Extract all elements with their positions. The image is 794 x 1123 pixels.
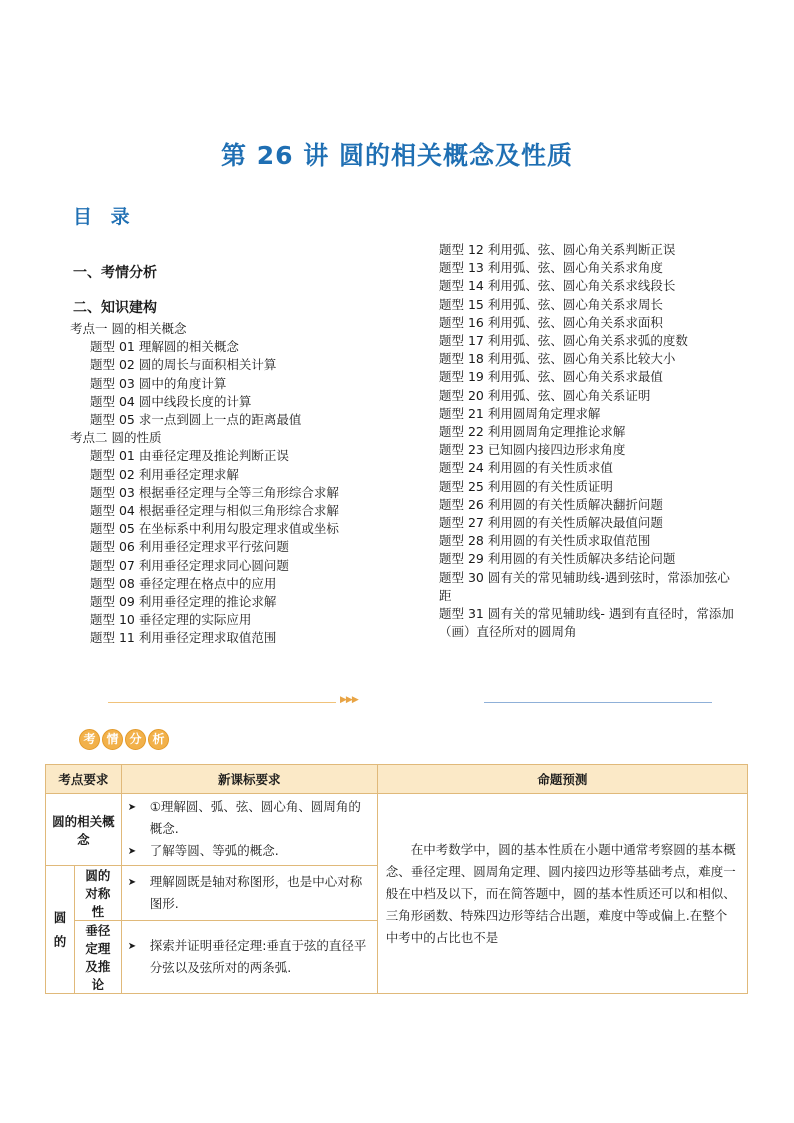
toc-item-label: 垂径定理在格点中的应用	[138, 575, 277, 591]
toc-item-label: 求一点到圆上一点的距离最值	[138, 412, 302, 428]
toc-item-label: 利用圆的有关性质求取值范围	[487, 533, 651, 549]
toc-item-number: 题型 22	[439, 424, 484, 440]
toc-item-number: 题型 18	[439, 351, 484, 367]
toc-item-number: 题型 27	[439, 515, 484, 531]
toc-tixing-item[interactable]	[439, 332, 739, 350]
toc-item-number: 题型 02	[90, 357, 135, 373]
exam-analysis-table	[45, 764, 748, 994]
toc-item-label: 利用垂径定理求同心圆问题	[138, 557, 289, 573]
group-label-char: 圆	[53, 909, 67, 925]
toc-item-number: 题型 31	[439, 606, 484, 622]
toc-item-number: 题型 04	[90, 393, 135, 409]
header-requirement: 新课标要求	[121, 765, 377, 794]
toc-left-column	[70, 320, 410, 648]
badge-char: 情	[102, 729, 123, 750]
toc-item-number: 题型 14	[439, 278, 484, 294]
toc-item-label: 根据垂径定理与相似三角形综合求解	[138, 503, 339, 519]
toc-item-number: 题型 11	[90, 630, 135, 646]
toc-tixing-item[interactable]	[70, 593, 410, 611]
toc-item-number: 题型 24	[439, 460, 484, 476]
group-label-cell	[46, 866, 75, 994]
requirement-text: 了解等圆、等弧的概念.	[149, 843, 279, 858]
toc-item-label: 利用弧、弦、圆心角关系比较大小	[487, 351, 676, 367]
toc-item-number: 题型 06	[90, 539, 135, 555]
toc-heading: 目 录	[73, 206, 136, 228]
toc-item-label: 由垂径定理及推论判断正误	[138, 448, 289, 464]
toc-item-number: 题型 02	[90, 466, 135, 482]
toc-item-label: 利用弧、弦、圆心角关系求弧的度数	[487, 333, 688, 349]
requirement-text: 理解圆既是轴对称图形，也是中心对称图形.	[149, 874, 363, 911]
toc-tixing-item[interactable]	[70, 447, 410, 465]
toc-item-number: 题型 17	[439, 333, 484, 349]
toc-tixing-item[interactable]	[70, 502, 410, 520]
toc-item-number: 题型 28	[439, 533, 484, 549]
toc-item-label: 圆的周长与面积相关计算	[138, 357, 277, 373]
badge-char: 析	[148, 729, 169, 750]
toc-tixing-item[interactable]	[70, 629, 410, 647]
toc-item-label: 利用圆的有关性质求值	[487, 460, 613, 476]
toc-tixing-item[interactable]	[439, 496, 739, 514]
toc-item-number: 题型 08	[90, 575, 135, 591]
toc-tixing-item[interactable]	[439, 314, 739, 332]
header-topic: 考点要求	[46, 765, 122, 794]
toc-item-number: 题型 13	[439, 260, 484, 276]
toc-item-number: 题型 03	[90, 375, 135, 391]
badge-char: 考	[79, 729, 100, 750]
toc-item-number: 题型 03	[90, 484, 135, 500]
page-title: 第 26 讲 圆的相关概念及性质	[221, 141, 573, 170]
toc-tixing-item[interactable]	[439, 605, 739, 641]
toc-item-number: 题型 16	[439, 314, 484, 330]
toc-tixing-item[interactable]	[70, 338, 410, 356]
toc-tixing-item[interactable]	[70, 520, 410, 538]
toc-item-label: 利用圆周角定理推论求解	[487, 424, 626, 440]
toc-item-number: 题型 10	[90, 612, 135, 628]
bullet-arrow-icon: ➤	[127, 802, 137, 813]
toc-item-number: 题型 01	[90, 448, 135, 464]
toc-item-label: 根据垂径定理与全等三角形综合求解	[138, 484, 339, 500]
toc-item-label: 利用垂径定理求平行弦问题	[138, 539, 289, 555]
toc-item-number: 题型 26	[439, 496, 484, 512]
toc-tixing-item[interactable]	[439, 423, 739, 441]
toc-item-label: 在坐标系中利用勾股定理求值或坐标	[138, 521, 339, 537]
requirement-text: ①理解圆、弧、弦、圆心角、圆周角的概念.	[149, 799, 361, 836]
toc-item-label: 利用弧、弦、圆心角关系求角度	[487, 260, 663, 276]
toc-tixing-item[interactable]	[439, 277, 739, 295]
prediction-cell: 在中考数学中，圆的基本性质在小题中通常考察圆的基本概念、垂径定理、圆周角定理、圆内接四边形等基础考点，难度一般在中档及以下，而在简答题中，圆的基本性质还可以和相似、三角形函数、特殊四边形等结合出题，难度中等或偏上.在整个中考中的占比也不是	[377, 794, 747, 994]
toc-section-2[interactable]: 二、知识建构	[73, 300, 157, 316]
toc-kaodian-item[interactable]: 考点二 圆的性质	[70, 430, 162, 446]
toc-tixing-item[interactable]	[439, 241, 739, 259]
toc-item-number: 题型 21	[439, 405, 484, 421]
toc-item-label: 圆中的角度计算	[138, 375, 227, 391]
toc-item-label: 利用圆的有关性质解决多结论问题	[487, 551, 676, 567]
toc-item-label: 利用圆周角定理求解	[487, 405, 601, 421]
toc-item-label: 已知圆内接四边形求角度	[487, 442, 626, 458]
toc-item-label: 圆有关的常见辅助线-遇到弦时，常添加弦心距	[439, 569, 730, 603]
toc-item-number: 题型 09	[90, 594, 135, 610]
toc-item-number: 题型 25	[439, 478, 484, 494]
toc-item-label: 利用弧、弦、圆心角关系证明	[487, 387, 651, 403]
toc-tixing-item[interactable]	[70, 557, 410, 575]
toc-item-number: 题型 20	[439, 387, 484, 403]
exam-analysis-badge	[74, 728, 174, 750]
requirement-cell	[121, 866, 377, 921]
toc-item-number: 题型 05	[90, 521, 135, 537]
toc-right-column	[439, 241, 739, 641]
bullet-arrow-icon: ➤	[127, 846, 137, 857]
topic-cell: 垂径定理及推论	[75, 921, 122, 994]
toc-item-label: 利用弧、弦、圆心角关系求面积	[487, 314, 663, 330]
toc-item-label: 利用弧、弦、圆心角关系求周长	[487, 296, 663, 312]
toc-tixing-item[interactable]	[439, 459, 739, 477]
toc-tixing-item[interactable]	[70, 411, 410, 429]
toc-item-number: 题型 30	[439, 569, 484, 585]
toc-item-number: 题型 29	[439, 551, 484, 567]
toc-item-number: 题型 07	[90, 557, 135, 573]
toc-tixing-item[interactable]	[70, 538, 410, 556]
toc-tixing-item[interactable]	[70, 575, 410, 593]
group-label-char: 的	[53, 933, 67, 949]
requirement-text: 探索并证明垂径定理:垂直于弦的直径平分弦以及弦所对的两条弧.	[149, 938, 367, 975]
toc-tixing-item[interactable]	[439, 350, 739, 368]
toc-item-number: 题型 15	[439, 296, 484, 312]
toc-kaodian-item[interactable]: 考点一 圆的相关概念	[70, 321, 187, 336]
arrow-icon: ▶▶▶	[340, 695, 358, 705]
toc-tixing-item[interactable]	[70, 466, 410, 484]
toc-item-label: 利用圆的有关性质证明	[487, 478, 613, 494]
toc-tixing-item[interactable]	[70, 484, 410, 502]
toc-tixing-item[interactable]	[439, 387, 739, 405]
toc-tixing-item[interactable]	[439, 405, 739, 423]
toc-item-label: 利用圆的有关性质解决翻折问题	[487, 496, 663, 512]
toc-tixing-item[interactable]	[439, 532, 739, 550]
bullet-arrow-icon: ➤	[127, 877, 137, 888]
toc-tixing-item[interactable]	[439, 441, 739, 459]
toc-item-label: 利用垂径定理的推论求解	[138, 594, 277, 610]
requirement-cell	[121, 794, 377, 866]
requirement-cell	[121, 921, 377, 994]
toc-tixing-item[interactable]	[439, 550, 739, 568]
toc-tixing-item[interactable]	[70, 356, 410, 374]
toc-item-label: 利用垂径定理求取值范围	[138, 630, 277, 646]
toc-item-label: 圆中线段长度的计算	[138, 393, 252, 409]
toc-tixing-item[interactable]	[70, 375, 410, 393]
toc-item-label: 利用垂径定理求解	[138, 466, 239, 482]
toc-tixing-item[interactable]	[439, 296, 739, 314]
toc-tixing-item[interactable]	[439, 368, 739, 386]
badge-char: 分	[125, 729, 146, 750]
toc-tixing-item[interactable]	[439, 259, 739, 277]
toc-item-label: 利用圆的有关性质解决最值问题	[487, 515, 663, 531]
toc-section-1[interactable]: 一、考情分析	[73, 265, 157, 281]
header-prediction: 命题预测	[377, 765, 747, 794]
toc-item-label: 理解圆的相关概念	[138, 339, 239, 355]
toc-tixing-item[interactable]	[70, 611, 410, 629]
toc-item-label: 利用弧、弦、圆心角关系判断正误	[487, 242, 676, 257]
toc-tixing-item[interactable]	[439, 514, 739, 532]
toc-tixing-item[interactable]	[439, 478, 739, 496]
toc-tixing-item[interactable]	[70, 393, 410, 411]
topic-cell: 圆的相关概念	[46, 794, 122, 866]
toc-item-label: 圆有关的常见辅助线- 遇到有直径时，常添加（画）直径所对的圆周角	[439, 606, 734, 640]
toc-item-number: 题型 12	[439, 242, 484, 257]
toc-item-number: 题型 19	[439, 369, 484, 385]
section-divider	[108, 695, 712, 706]
toc-item-number: 题型 05	[90, 412, 135, 428]
toc-item-number: 题型 01	[90, 339, 135, 355]
bullet-arrow-icon: ➤	[127, 941, 137, 952]
toc-item-label: 利用弧、弦、圆心角关系求线段长	[487, 278, 676, 294]
toc-item-number: 题型 23	[439, 442, 484, 458]
toc-tixing-item[interactable]	[439, 569, 739, 605]
topic-cell: 圆的对称性	[75, 866, 122, 921]
toc-item-number: 题型 04	[90, 503, 135, 519]
toc-item-label: 垂径定理的实际应用	[138, 612, 252, 628]
toc-item-label: 利用弧、弦、圆心角关系求最值	[487, 369, 663, 385]
